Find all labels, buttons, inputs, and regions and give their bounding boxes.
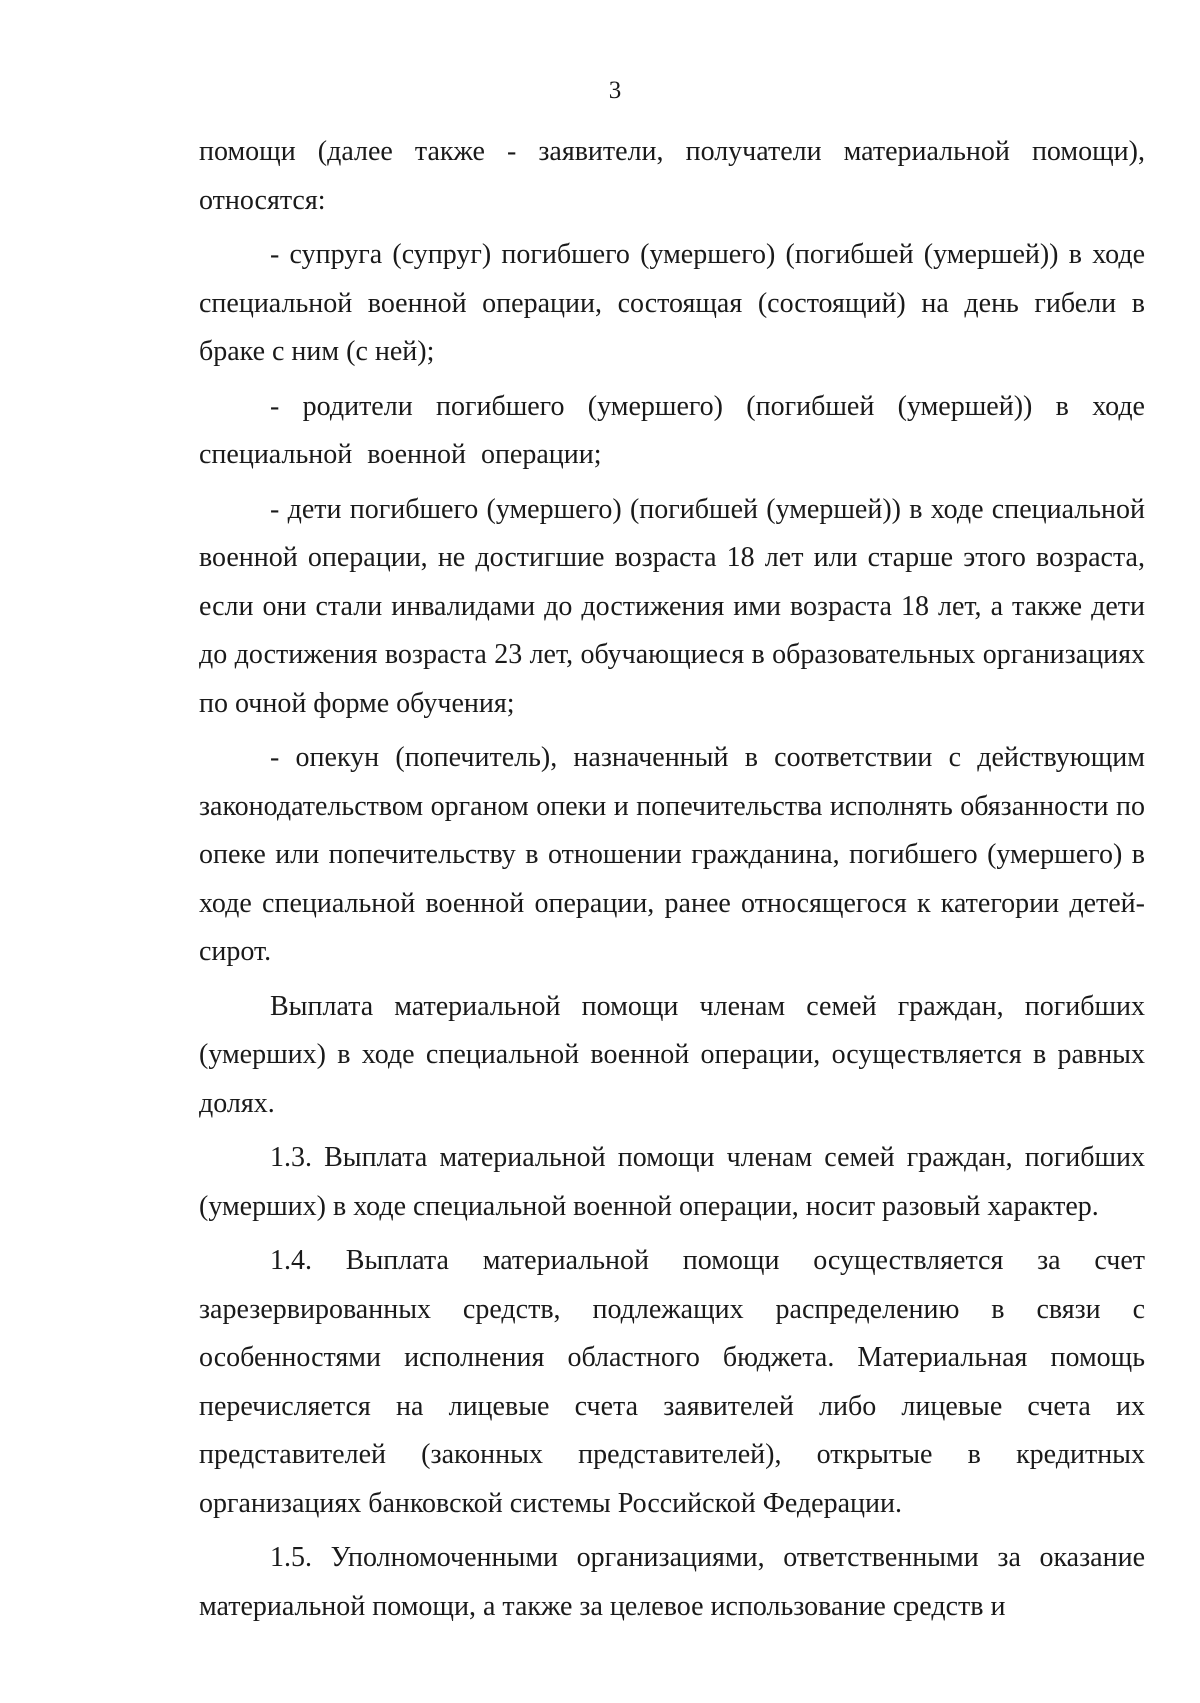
paragraph-applicants-intro: помощи (далее также - заявители, получатели материальной помощи), относятся:	[199, 136, 1145, 216]
paragraph-spouse: - супруга (супруг) погибшего (умершего) (погибшей (умершей)) в ходе специальной военной операции, состоящая (состоящий) на день гибели в браке с ним (с ней);	[199, 239, 1145, 367]
paragraph-1-5: 1.5. Уполномоченными организациями, ответственными за оказание материальной помощи, а также за целевое использование средств и	[199, 1542, 1145, 1622]
paragraph-guardian: - опекун (попечитель), назначенный в соответствии с действующим законодательством органом опеки и попечительства исполнять обязанности по опеке или попечительству в отношении гражданина, погибшего (умершего) в ходе специальной военной операции, ранее относящегося к категории детей-сирот.	[199, 742, 1145, 967]
paragraph-equal-shares: Выплата материальной помощи членам семей граждан, погибших (умерших) в ходе специальной военной операции, осуществляется в равных долях.	[199, 990, 1145, 1119]
paragraph-1-4: 1.4. Выплата материальной помощи осуществляется за счет зарезервированных средств, подлежащих распределению в связи с особенностями исполнения областного бюджета. Материальная помощь перечисляется на лицевые счета заявителей либо лицевые счета их представителей (законных представителей), открытые в кредитных организациях банковской системы Российской Федерации.	[199, 1245, 1145, 1519]
paragraph-parents: - родители погибшего (умершего) (погибшей (умершей)) в ходе специальной военной операции;	[199, 390, 1145, 470]
paragraph-children: - дети погибшего (умершего) (погибшей (умершей)) в ходе специальной военной операции, не достигшие возраста 18 лет или старше этого возраста, если они стали инвалидами до достижения ими возраста 18 лет, а также дети до достижения возраста 23 лет, обучающиеся в образовательных организациях по очной форме обучения;	[199, 493, 1145, 719]
paragraph-1-3: 1.3. Выплата материальной помощи членам семей граждан, погибших (умерших) в ходе специальной военной операции, носит разовый характер.	[199, 1142, 1145, 1222]
document-body	[199, 128, 1145, 1631]
page-number: 3	[608, 77, 622, 104]
